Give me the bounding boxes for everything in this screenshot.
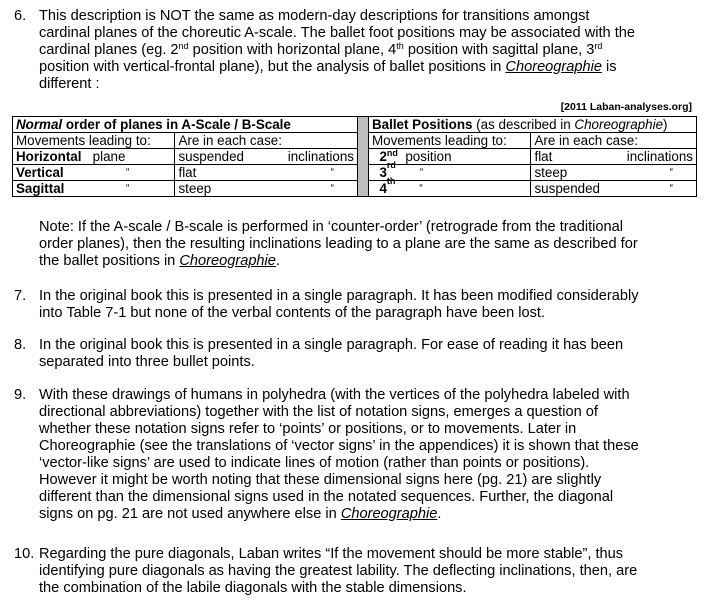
item-text: This description is NOT the same as modern-day descriptions for transitions amongst cardinal planes of the choreutic A-scale. The ballet foot positions may be associated with the cardinal planes (eg. 2nd position with horizontal plane, 4th position with sagittal plane, 3rd position with vertical-frontal plane), but the analysis of ballet positions in Choreographie is different : xyxy=(39,8,635,92)
table-divider xyxy=(358,117,369,197)
book-title: Choreographie xyxy=(179,253,276,269)
planes-table xyxy=(12,116,697,197)
book-title: Choreographie xyxy=(340,506,438,522)
table-row: Horizontal plane suspended inclinations 2nd position flat inclinations xyxy=(13,149,697,165)
item-number: 8. xyxy=(14,337,27,353)
book-title: Choreographie xyxy=(505,59,602,75)
table-subheader-row: Movements leading to: Are in each case: Movements leading to: Are in each case: xyxy=(13,133,697,149)
table-row: Sagittal “ steep “ 4 th “ suspended “ xyxy=(13,181,697,197)
item-number: 9. xyxy=(14,387,27,403)
item-number: 6. xyxy=(14,8,27,24)
item-number: 7. xyxy=(14,288,27,304)
table-header-row: Normal order of planes in A-Scale / B-Scale Ballet Positions (as described in Choreographie) xyxy=(13,117,697,133)
credit-label: [2011 Laban-analyses.org] xyxy=(560,101,692,113)
table-row: Vertical “ flat “ 3 rd “ steep “ xyxy=(13,165,697,181)
item-number: 10. xyxy=(14,546,35,562)
